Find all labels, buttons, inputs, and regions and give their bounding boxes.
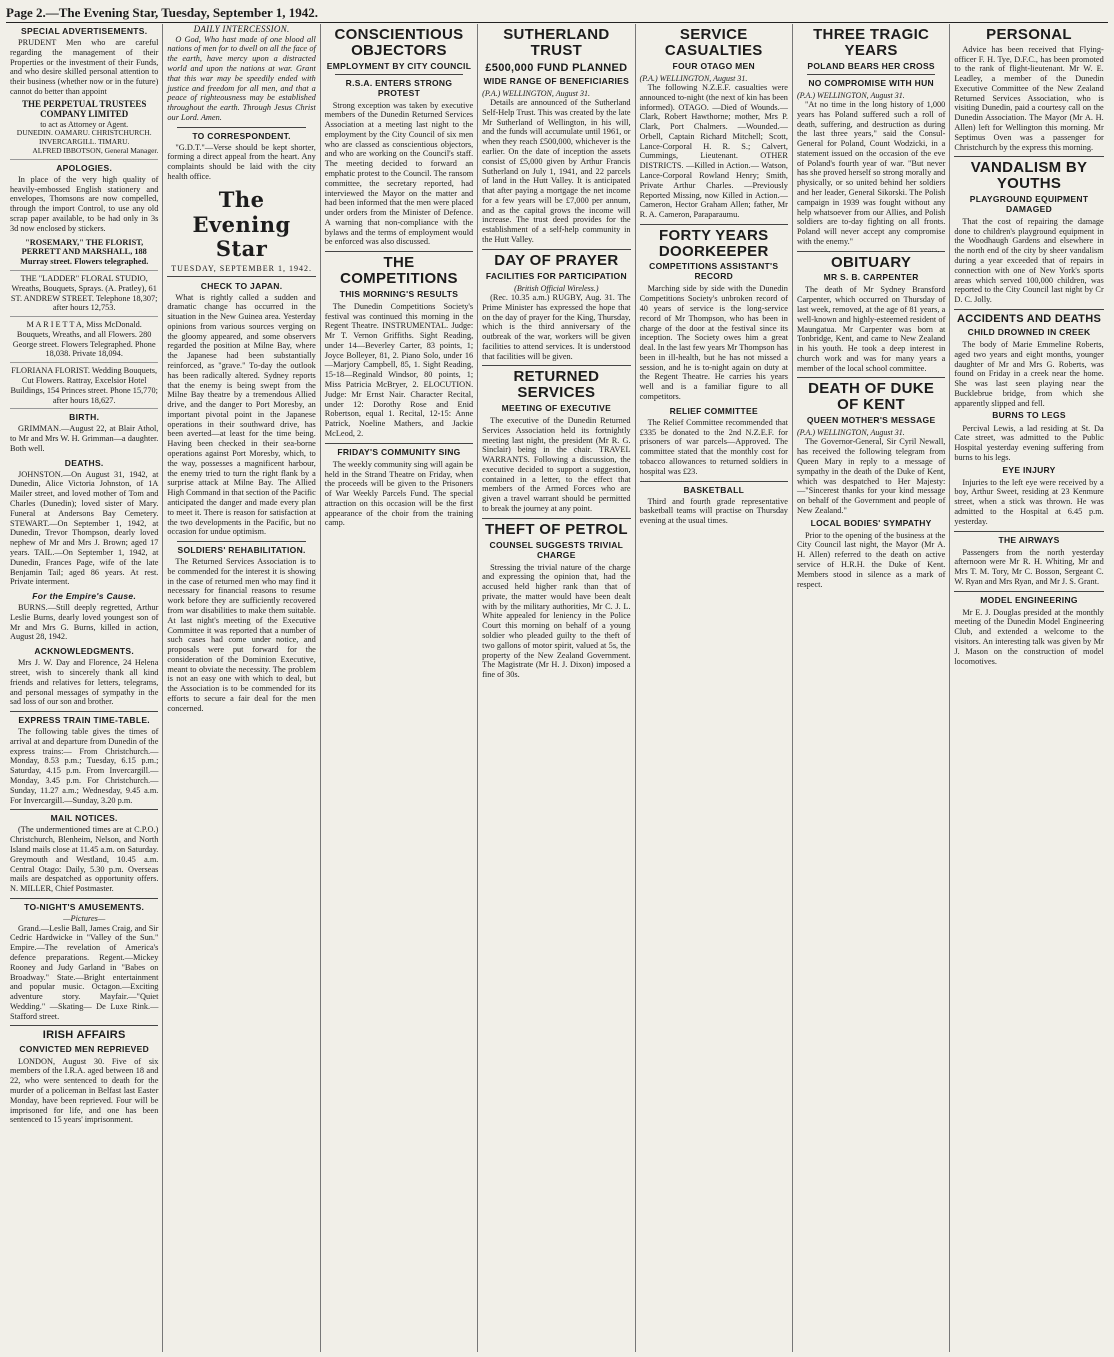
divider xyxy=(10,809,158,810)
divider xyxy=(325,251,473,252)
trust-dateline: (P.A.) WELLINGTON, August 31. xyxy=(482,88,590,98)
prayer-headline: DAY OF PRAYER xyxy=(494,251,619,269)
train-timetable xyxy=(10,715,158,805)
intercession-heading: DAILY INTERCESSION. xyxy=(193,24,290,34)
returned-headline: RETURNED SERVICES xyxy=(513,368,600,402)
divider xyxy=(10,711,158,712)
kent-subhead-3: LOCAL BODIES' SYMPATHY xyxy=(810,517,932,528)
column-4 xyxy=(478,24,635,1352)
personal-text: Advice has been received that Flying-officer F. H. Tye, D.F.C., has been promoted to the rank of flight-lieutenant. Mr W. E. Leadley, a member of the Dunedin Executive Committee of the New Zealand Returned Services Association, who is visiting Dunedin, paid a courtesy call on the Dunedin Association. The Mayor (Mr A. H. Allen) left for Wellington this morning. Mr Septimus Oven was a passenger for Christchurch by the express this morning. xyxy=(954,44,1104,152)
column-1 xyxy=(6,24,163,1352)
divider xyxy=(10,1025,158,1026)
divider xyxy=(640,224,788,225)
trust-subhead-2: WIDE RANGE OF BENEFICIARIES xyxy=(483,75,630,86)
divider xyxy=(797,377,945,378)
sing-article xyxy=(325,447,473,528)
irish-article xyxy=(10,1029,158,1125)
casualties-subhead: FOUR OTAGO MEN xyxy=(672,60,755,71)
trust-text: Details are announced of the Sutherland Self-Help Trust. This was created by the late Mr Sutherland of Wellington, in his will, and the funds will accumulate until 1961, or when they reach £500,000, whichever is the earlier. On the date of inception the assets consist of £5,000 given by Arthur Francis Sutherland on July 1, 1941, and 22 parcels of land in the Hutt Valley. It is anticipated that after paying a mortgage the net income for a few years will be £7,000 per annum, and as the capital grows the income will increase. The trust deed provides for the establishment of a self-help community in the Hutt Valley. xyxy=(482,98,631,244)
apologies-heading: APOLOGIES. xyxy=(56,162,113,173)
acknowledgments-notice xyxy=(10,646,158,707)
doorkeeper-headline: FORTY YEARS DOORKEEPER xyxy=(658,226,769,260)
florist-ad-2: THE "LADDER" FLORAL STUDIO, Wreaths, Bouquets, Sprays. (A. Pratley), 61 ST. ANDREW STREET. Telephone 18,307; after hours 12,753. xyxy=(10,274,158,317)
editorial-heading: CHECK TO JAPAN. xyxy=(200,280,283,291)
vandalism-text: That the cost of repairing the damage done to children's playground equipment in the Woodhaugh Gardens and elsewhere in the north end of the city by sheer vandalism during a year exceeded that of repairs in connection with one of New York's sports areas which served 100,000 children, was reported to the City Council last night by Cr D. C. Jolly. xyxy=(954,216,1104,305)
prayer-dateline: (British Official Wireless.) xyxy=(514,283,599,293)
model-article xyxy=(954,595,1103,667)
petrol-headline: THEFT OF PETROL xyxy=(484,520,628,538)
trustees-ad xyxy=(10,38,158,160)
birth-text: GRIMMAN.—August 22, at Blair Athol, to Mr and Mrs W. H. Grimman—a daughter. Both well. xyxy=(10,424,159,453)
competitions-text: The Dunedin Competitions Society's festival was continued this morning in the Regent Theatre. INSTRUMENTAL. Judge: Mr T. Vernon Griffiths. Sight Reading, under 14—Beverley Carter, 83 points, 1; Joyce Bolleyer, 81, 2. Piano Solo, under 16—Marjory Campbell, 85, 1. Sight Reading, 15-18—Reginald Windsor, 80 points, 1; Miss Patricia McBryer, 2. ELOCUTION. Judge: Mr Ernst Nair. Character Recital, under 12: Dorothy Rose and Enid Robertson, equal 1. Recital, 12-15: Anne Patrick, Noeline Mathers, and Jackie McLeod, 2. xyxy=(324,301,474,438)
airways-text: Passengers from the north yesterday afternoon were Mr R. H. Whiting, Mr and Mrs T. M. Tory, Mr C. Bosson, Sergeant C. W. Ryan and Mrs Ryan, and Mr J. S. Grant. xyxy=(954,547,1104,586)
vandalism-subhead: PLAYGROUND EQUIPMENT DAMAGED xyxy=(969,193,1089,214)
columns xyxy=(6,24,1108,1352)
fallen-heading: For the Empire's Cause. xyxy=(32,591,137,602)
personal-headline: PERSONAL xyxy=(986,26,1072,43)
divider xyxy=(954,591,1103,592)
florist-ad-1: "ROSEMARY," THE FLORIST, PERRETT AND MARSHALL, 188 Murray street. Flowers telegraphed. xyxy=(10,238,158,271)
divider xyxy=(482,365,630,366)
accidents-text-3: Injuries to the left eye were received by a boy, Arthur Sweet, residing at 23 Kenmure street, when a stick was thrown. He was admitted to the Hospital at 6.45 p.m. yesterday. xyxy=(954,477,1104,526)
irish-subhead: CONVICTED MEN REPRIEVED xyxy=(19,1043,150,1054)
conscientious-subhead: EMPLOYMENT BY CITY COUNCIL xyxy=(326,60,472,71)
deaths-text: JOHNSTON.—On August 31, 1942, at Dunedin, Alice Victoria Johnston, of 1A Mailer street, and loved mother of Tom and Charles (Dunedin); loved sister of Mary. Funeral at Andersons Bay Cemetery. STEWART.—On September 1, 1942, at Dunedin, Trevor Thompson, dearly loved nephew of Mr and Mrs J. Brown; aged 17 years. TAIL.—On September 1, 1942, at Dunedin, Frances Page, wife of the late Benjamin Tail; aged 86 years. At rest. Private interment. xyxy=(10,469,159,587)
intercession-text: O God, Who hast made of one blood all nations of men for to dwell on all the face of the earth, have mercy upon a distracted world and upon the nations at war. Grant that this war may be speedily ended with justice and freedom for all men, and that a peace of righteousness may be established throughout the earth. Through Jesus Christ our Lord. Amen. xyxy=(167,34,316,122)
obituary-headline: OBITUARY xyxy=(831,253,912,271)
trustees-text: PRUDENT Men who are careful regarding the management of their Properties or the investment of their Funds, and who desire skilled personal attention to their business (whether now or in the future) cannot do better than appoint xyxy=(10,38,159,96)
irish-text: LONDON, August 30. Five of six members of the I.R.A. aged between 18 and 22, who were sentenced to death for the murder of a policeman in Belfast last Easter Monday, have been reprieved. Four will be imprisoned for life, and one has been sentenced to 15 years' imprisonment. xyxy=(10,1056,159,1125)
masthead-date: TUESDAY, SEPTEMBER 1, 1942. xyxy=(167,264,315,276)
special-ads-heading: SPECIAL ADVERTISEMENTS. xyxy=(21,26,148,36)
ack-heading: ACKNOWLEDGMENTS. xyxy=(34,646,135,657)
sing-headline: FRIDAY'S COMMUNITY SING xyxy=(337,446,461,457)
casualties-text: The following N.Z.E.F. casualties were announced to-night (the next of kin has been informed). OTAGO. —Died of Wounds.— Clark, Robert Hawthorne; mother, Mrs P. Clark, Port Chalmers. —Wounded.— Orbell, Captain Richard Mitchell; Scott, Lance-Corporal H. R. S.; Calvert, Cummings, Lieutenant. OTHER DISTRICTS. —Killed in Action.— Watson, Lance-Corporal Rowland Henry; Smith, Private Arthur Charles. —Previously Reported Missing, now Killed in Action.— Cameron, Hector Graham Allen; father, Mr R. A. Cameron, Paraparaumu. xyxy=(639,82,788,220)
petrol-article xyxy=(482,522,630,680)
casualties-dateline: (P.A.) WELLINGTON, August 31. xyxy=(639,73,748,83)
accidents-headline: ACCIDENTS AND DEATHS xyxy=(956,312,1102,325)
kent-text: The Governor-General, Sir Cyril Newall, has received the following telegram from Queen Mary in reply to a message of sympathy in the death of the Duke of Kent, which was despatched to Her Majesty:—"Sincerest thanks for your kind message on behalf of the Government and people of New Zealand." xyxy=(796,437,946,515)
amuse-heading: TO-NIGHT'S AMUSEMENTS. xyxy=(24,901,145,912)
returned-article xyxy=(482,369,630,513)
correspondent-text: "G.D.T."—Verse should be kept shorter, forming a direct appeal from the heart. Any complaints should be laid with the city health office. xyxy=(167,142,316,181)
amuse-sub: —Pictures— xyxy=(63,913,106,923)
divider xyxy=(325,443,473,444)
casualties-article xyxy=(640,27,788,220)
vandalism-headline: VANDALISM BY YOUTHS xyxy=(970,159,1088,193)
accidents-subhead-3: EYE INJURY xyxy=(1002,464,1056,475)
florist-ad-3: M A R I E T T A, Miss McDonald. Bouquets, Wreaths, and all Flowers. 280 George street. Flowers Telegraphed. Phone 18,038. Private 18,094. xyxy=(10,320,158,363)
divider xyxy=(954,309,1103,310)
column-3 xyxy=(321,24,478,1352)
correspondent-heading: TO CORRESPONDENT. xyxy=(192,130,291,141)
basketball-heading: BASKETBALL xyxy=(683,484,745,495)
train-text: The following table gives the times of arrival at and departure from Dunedin of the express trains:— From Christchurch.—Monday, 8.53 p.m.; Tuesday, 6.15 p.m.; Saturday, 4.15 p.m. From Invercargill.—Monday, 3.45 p.m. For Christchurch.—Sunday, 11.27 a.m.; Wednesday, 9.45 a.m. For Invercargill.—Sunday, 3.20 p.m. xyxy=(10,727,159,805)
prayer-article xyxy=(482,253,630,362)
returned-subhead: MEETING OF EXECUTIVE xyxy=(501,402,612,413)
birth-heading: BIRTH. xyxy=(69,412,100,423)
obituary-text: The death of Mr Sydney Bransford Carpenter, which occurred on Thursday of last week, removed, at the age of 81 years, a well-known and highly-esteemed resident of Maungatua. Mr Carpenter was born at Tonbridge, Kent, and came to New Zealand in his youth. He took a deep interest in church work and was for many years a member of the local school committee. xyxy=(796,285,946,373)
column-5 xyxy=(636,24,793,1352)
sing-text: The weekly community sing will again be held in the Strand Theatre on Friday, when the proceeds will be given to the Prisoners of War Weekly Parcels Fund. The special attraction on this occasion will be the first appearance of the choir from the training camp. xyxy=(324,459,474,528)
train-heading: EXPRESS TRAIN TIME-TABLE. xyxy=(18,715,150,726)
correspondent xyxy=(167,131,315,182)
column-2 xyxy=(163,24,320,1352)
trustees-cities: DUNEDIN. OAMARU. CHRISTCHURCH. INVERCARGILL. TIMARU. xyxy=(16,128,152,147)
divider xyxy=(482,249,630,250)
deaths-heading: DEATHS. xyxy=(64,457,104,468)
tragic-dateline: (P.A.) WELLINGTON, August 31. xyxy=(796,90,905,100)
tragic-headline: THREE TRAGIC YEARS xyxy=(813,26,930,59)
tragic-subhead-2: NO COMPROMISE WITH HUN xyxy=(808,77,934,88)
doorkeeper-text: Marching side by side with the Dunedin Competitions Society's unbroken record of 40 years of service is the long-service record of Mr Thompson, who has been in charge of the door at the festival since its inception. The Society owes him a great deal. In the last few years Mr Thompson has been in ill-health, but he has not missed a session, and he is to-night again on duty at the Regent Theatre. He carries his years well and is a familiar figure to all competitors. xyxy=(639,284,788,402)
basketball-article xyxy=(640,485,788,526)
accidents-text: The body of Marie Emmeline Roberts, aged two years and eight months, younger daughter of Mr and Mrs G. Roberts, was found on Friday in a creek near the home. She was last seen playing near the Bucklebrue bridge, from which she apparently slipped and fell. xyxy=(954,340,1104,408)
relief-heading: RELIEF COMMITTEE xyxy=(669,405,758,416)
apologies-notice xyxy=(10,163,158,234)
kent-subhead: QUEEN MOTHER'S MESSAGE xyxy=(806,414,936,425)
divider xyxy=(482,518,630,519)
editorial xyxy=(167,281,315,538)
mail-notices xyxy=(10,813,158,893)
kent-article xyxy=(797,381,945,589)
vandalism-article xyxy=(954,160,1103,305)
trust-subhead: £500,000 FUND PLANNED xyxy=(485,61,628,74)
kent-headline: DEATH OF DUKE OF KENT xyxy=(808,380,935,414)
obituary-article xyxy=(797,255,945,374)
birth-notice xyxy=(10,412,158,453)
fallen-notice xyxy=(10,591,158,642)
competitions-article xyxy=(325,255,473,438)
airways-heading: THE AIRWAYS xyxy=(998,534,1060,545)
ack-text: Mrs J. W. Day and Florence, 24 Helena street, wish to sincerely thank all kind friends and relatives for letters, telegrams, and personal messages of sympathy in the sad loss of our son and brother. xyxy=(10,658,159,707)
page-header xyxy=(6,4,1108,23)
apologies-text: In place of the very high quality of heavily-embossed English stationery and envelopes, Thomsons are now compelled, through the import Control, to use any old scrap paper available, to be had only in 3s 3d now enclosed by stickers. xyxy=(10,174,159,233)
intercession xyxy=(167,24,315,123)
competitions-subhead: THIS MORNING'S RESULTS xyxy=(339,288,459,299)
returned-text: The executive of the Dunedin Returned Services Association held its fortnightly meeting last night, the president (Mr R. G. Sinclair) being in the chair. TRAVEL WARRANTS. Following a discussion, the executive decided to support a suggestion, contained in a letter, to the effect that members of the Armed Forces who are given a travel warrant should be permitted to break the journey at any point. xyxy=(482,415,631,513)
kent-text-2: Prior to the opening of the business at the City Council last night, the Mayor (Mr A. H. Allen) referred to the death on active service of H.R.H. the Duke of Kent. Members stood in silence as a mark of respect. xyxy=(796,530,946,589)
conscientious-article xyxy=(325,27,473,247)
tragic-article xyxy=(797,27,945,247)
doorkeeper-article xyxy=(640,228,788,402)
soldiers-article xyxy=(167,545,315,714)
page-header-title: Page 2.—The Evening Star, Tuesday, September 1, 1942. xyxy=(6,5,319,20)
personal-column xyxy=(954,27,1103,152)
divider xyxy=(177,127,305,128)
fallen-text: BURNS.—Still deeply regretted, Arthur Leslie Burns, dearly loved youngest son of Mr and Mrs G. Burns, killed in action, August 28, 1942. xyxy=(10,603,159,642)
prayer-text: (Rec. 10.35 a.m.) RUGBY, Aug. 31. The Prime Minister has expressed the hope that on the day of prayer for the King, Thursday, which is the third anniversary of the outbreak of the war, workers will be given facilities to attend services. It is understood that facilities will be given. xyxy=(482,292,631,361)
petrol-subhead: COUNSEL SUGGESTS TRIVIAL CHARGE xyxy=(489,539,624,560)
model-text: Mr E. J. Douglas presided at the monthly meeting of the Dunedin Model Engineering Club, and extended a welcome to the visitors. An interesting talk was given by Mr J. Mason on the construction of model locomotives. xyxy=(954,607,1104,666)
airways-article xyxy=(954,535,1103,587)
petrol-text: Stressing the trivial nature of the charge and expressing the opinion that, had the accused held higher rank than that of private, the matter would have been dealt with by the military authorities, Mr C. J. L. White appealed for leniency in the Police Court this morning on behalf of a young soldier who pleaded guilty to the theft of two gallons of motor spirit, valued at 5s, the property of the New Zealand Government. The Magistrate (Mr H. J. Dixon) imposed a fine of 30s. xyxy=(482,562,631,680)
divider xyxy=(10,898,158,899)
tragic-subhead: POLAND BEARS HER CROSS xyxy=(807,60,935,71)
conscientious-text: Strong exception was taken by executive members of the Dunedin Returned Services Association at a meeting last night to the employment by the City Council of six men who are classed as conscientious objectors, and who are working on the Council's staff. The meeting decided to forward an emphatic protest to the Council. The ransom committee, the secretary reported, had interviewed the Mayor on the matter and had been informed that the men were placed under orders from the Minister of Defence. A warning that non-compliance with the bylaws and the terms of employment would be enforced was also discussed. xyxy=(324,100,474,247)
masthead: The Evening Star xyxy=(192,186,291,262)
deaths-notice xyxy=(10,458,158,587)
doorkeeper-subhead: COMPETITIONS ASSISTANT'S RECORD xyxy=(649,261,779,282)
accidents-subhead: CHILD DROWNED IN CREEK xyxy=(967,327,1091,337)
column-6 xyxy=(793,24,950,1352)
irish-headline: IRISH AFFAIRS xyxy=(42,1029,126,1042)
editorial-text: What is rightly called a sudden and dramatic change has occurred in the situation in the New Guinea area. Yesterday opinions from various sources verging on the gloomy appeared, and some observers regarded the position at Milne Bay, where the Japanese had been substantially reinforced, as "grave." To-day the outlook has been radically altered. Sydney reports that the enemy is being swept from the Milne Bay theatre by a tremendous Allied drive, and the danger to Port Moresby, an important pivotal point in the Japanese operations in their southward drive, has been averted—at least for the time being. Having been checked in their sea-borne operations against Port Moresby, which, to the way, possesses a magnificent harbour, the enemy tried to turn the right flank by a surprise attack at Milne Bay. The Allied High Command in that section of the Pacific anticipated the danger and made every plan to meet it. There is reason for satisfaction at the two developments in the Pacific, but no occasion for undue optimism. xyxy=(167,292,316,537)
amusements xyxy=(10,902,158,1022)
obituary-subhead: MR S. B. CARPENTER xyxy=(823,272,919,283)
trustees-sub: to act as Attorney or Agent. xyxy=(40,119,129,129)
divider xyxy=(640,481,788,482)
divider xyxy=(797,251,945,252)
florist-ad-4: FLORIANA FLORIST. Wedding Bouquets, Cut Flowers. Rattray, Excelsior Hotel Buildings, 154 Princes street. Phone 15,770; after hours 18,627. xyxy=(10,366,158,409)
soldiers-heading: SOLDIERS' REHABILITATION. xyxy=(177,545,306,556)
model-heading: MODEL ENGINEERING xyxy=(980,594,1078,605)
conscientious-subhead-2: R.S.A. ENTERS STRONG PROTEST xyxy=(345,77,453,98)
accidents-article xyxy=(954,313,1103,527)
relief-article xyxy=(640,406,788,477)
tragic-text: "At no time in the long history of 1,000 years has Poland suffered such a roll of death, suffering, and destruction as during the last three years," said the Consul-General for Poland, Count Wodzicki, in a statement issued on the occasion of the eve of Poland's fourth year of war. "But never has she proved herself so strong morally and physically, or so united behind her soldiers and her leader, General Sikorski. The Polish campaign in 1939 was fought without any help whatsoever from our Allies, and Polish soldiers are to-day fighting on all fronts. Poland will never accept any compromise with the enemy." xyxy=(796,99,946,246)
kent-dateline: (P.A.) WELLINGTON, August 31. xyxy=(796,428,905,437)
casualties-headline: SERVICE CASUALTIES xyxy=(664,26,763,59)
amuse-text: Grand.—Leslie Ball, James Craig, and Sir Cedric Hardwicke in "Valley of the Sun." Empire.—The revelation of America's defence preparations. Regent.—Mickey Rooney and Judy Garland in "Babes on Broadway." State.—Bright entertainment and popular music. Octagon.—Exciting adventure story. Mayfair.—"Quiet Wedding." —Skating— De Luxe Rink.—Stafford street. xyxy=(10,923,159,1021)
divider xyxy=(177,541,305,542)
divider xyxy=(807,74,935,75)
column-7 xyxy=(950,24,1107,1352)
trustees-name: THE PERPETUAL TRUSTEES COMPANY LIMITED xyxy=(22,98,147,120)
divider xyxy=(954,531,1103,532)
basketball-text: Third and fourth grade representative basketball teams will practise on Thursday evening at the usual times. xyxy=(639,496,788,526)
soldiers-text: The Returned Services Association is to be commended for the interest it is showing in the case of returned men who may find it necessary for financial reasons to resume work before they are sufficiently recovered from war disabilities to make them suitable. At last night's meeting of the Executive Committee it was reported that a number of such cases had come under notice, and proposals were put forward for the consideration of the Dominion Executive, meant to obviate the necessity. The problem is not an easy one with which to deal, but the Association is to be commended for its efforts to secure a fair deal for the men concerned. xyxy=(167,557,316,713)
conscientious-headline: CONSCIENTIOUS OBJECTORS xyxy=(334,26,464,59)
relief-text: The Relief Committee recommended that £335 be donated to the 2nd N.Z.E.F. for prisoners of war parcels—Approved. The committee stated that the monthly cost for tobacco allowances to returned soldiers in hospital was £23. xyxy=(639,417,788,476)
competitions-headline: THE COMPETITIONS xyxy=(340,254,458,288)
accidents-subhead-2: BURNS TO LEGS xyxy=(992,410,1066,421)
trustees-manager: ALFRED IBBOTSON, General Manager. xyxy=(32,146,159,156)
mail-heading: MAIL NOTICES. xyxy=(50,813,118,824)
mail-text: (The undermentioned times are at C.P.O.) Christchurch, Blenheim, Nelson, and North Island mails close at 11.45 a.m. on Saturday. Greymouth and Westland, 10.45 a.m. Central Otago: Daily, 5.30 p.m. Overseas mails are despatched as opportunity offers. N. MILLER, Chief Postmaster. xyxy=(10,825,159,894)
divider xyxy=(954,156,1103,157)
prayer-subhead: FACILITIES FOR PARTICIPATION xyxy=(485,270,627,281)
divider xyxy=(335,74,463,75)
trust-article xyxy=(482,27,630,245)
trust-headline: SUTHERLAND TRUST xyxy=(503,26,610,59)
accidents-text-2: Percival Lewis, a lad residing at St. Da Cate street, was admitted to the Public Hospital yesterday evening suffering from burns to his legs. xyxy=(954,423,1104,462)
